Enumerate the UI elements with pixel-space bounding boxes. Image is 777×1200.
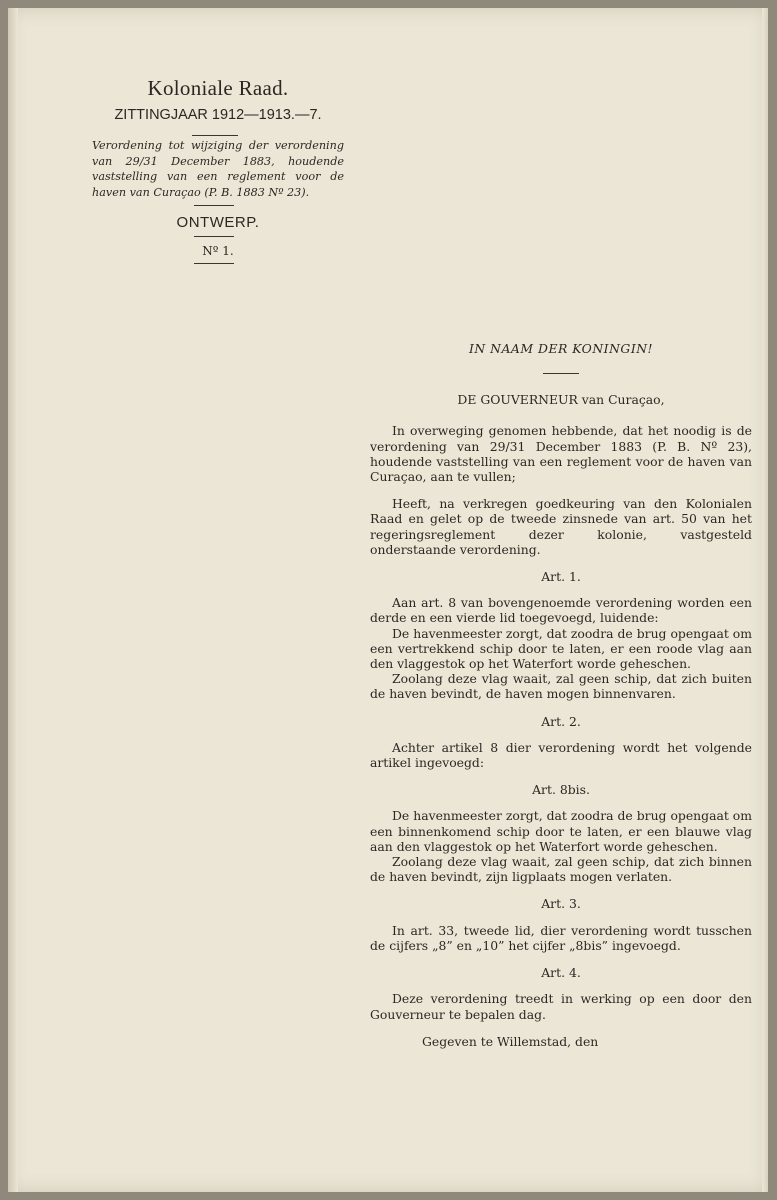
- divider: [194, 205, 234, 206]
- royal-heading: IN NAAM DER KONINGIN!: [468, 341, 654, 356]
- draft-label: ONTWERP.: [176, 214, 260, 231]
- document-page: [8, 8, 768, 1192]
- preamble-considering: In overweging genomen hebbende, dat het noodig is de verordening van 29/31 December 1883 (P. B. Nº 23), houdende vaststelling van een reglement voor de haven van Curaçao, aan te vullen;: [370, 423, 752, 485]
- article-1-paragraph: De havenmeester zorgt, dat zoodra de brug opengaat om een vertrekkend schip door te laten, er een roode vlag aan den vlaggestok op het Waterfort worde geheschen.: [370, 625, 752, 672]
- page-edge-shadow: [762, 8, 768, 1192]
- article-3-text: In art. 33, tweede lid, dier verordening wordt tusschen de cijfers „8” en „10” het cijfer „8bis” ingevoegd.: [370, 922, 752, 953]
- divider: [194, 236, 234, 237]
- article-8bis-title: Art. 8bis.: [532, 782, 590, 798]
- article-1-paragraph: Zoolang deze vlag waait, zal geen schip, dat zich buiten de haven bevindt, de haven mogen binnenvaren.: [370, 671, 752, 702]
- article-3-title: Art. 3.: [541, 896, 581, 912]
- draft-number: Nº 1.: [202, 244, 234, 258]
- divider: [543, 373, 579, 374]
- document-title: Koloniale Raad.: [147, 76, 289, 100]
- article-1-title: Art. 1.: [541, 569, 581, 585]
- article-4-text: Deze verordening treedt in werking op een door den Gouverneur te bepalen dag.: [370, 991, 752, 1022]
- article-2-intro: Achter artikel 8 dier verordening wordt het volgende artikel ingevoegd:: [370, 739, 752, 771]
- article-8bis-paragraph: Zoolang deze vlag waait, zal geen schip, dat zich binnen de haven bevindt, zijn ligplaats mogen verlaten.: [370, 854, 752, 885]
- article-8bis-paragraph: De havenmeester zorgt, dat zoodra de brug opengaat om een binnenkomend schip door te laten, er een blauwe vlag aan den vlaggestok op het Waterfort worde geheschen.: [370, 808, 752, 854]
- article-4-title: Art. 4.: [541, 965, 581, 981]
- page-binding-shadow: [8, 8, 18, 1192]
- divider: [194, 263, 234, 264]
- divider: [192, 135, 238, 136]
- preamble-enacting: Heeft, na verkregen goedkeuring van den Kolonialen Raad en gelet op de tweede zinsnede van art. 50 van het regeringsreglement dezer kolonie, vastgesteld onderstaande verordening.: [370, 496, 752, 557]
- ordinance-subject: Verordening tot wijziging der verordening van 29/31 December 1883, houdende vaststelling van een reglement voor de haven van Curaçao (P. B. 1883 Nº 23).: [92, 139, 344, 199]
- closing-line: Gegeven te Willemstad, den: [422, 1033, 599, 1049]
- article-2-title: Art. 2.: [541, 713, 581, 729]
- ordinance-body: [370, 341, 752, 1049]
- governor-line: DE GOUVERNEUR van Curaçao,: [457, 392, 665, 408]
- session-year: ZITTINGJAAR 1912—1913.—7.: [114, 107, 322, 123]
- article-1-intro: Aan art. 8 van bovengenoemde verordening worden een derde en een vierde lid toegevoegd, luidende:: [370, 595, 752, 626]
